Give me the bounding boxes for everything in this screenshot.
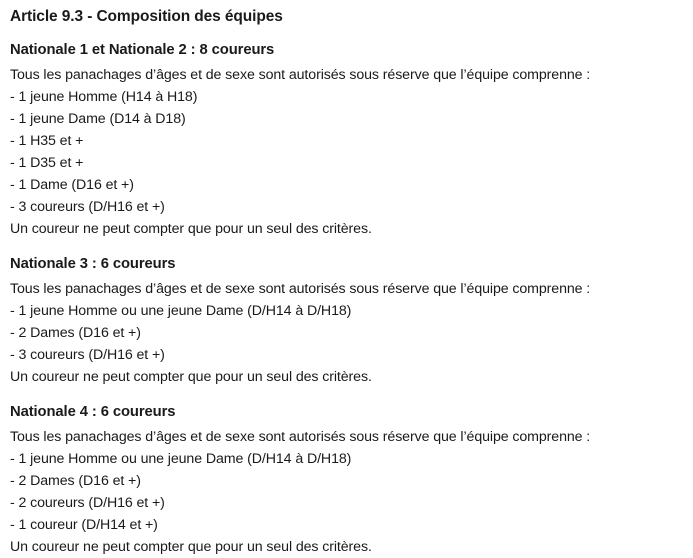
list-item: - 1 jeune Homme (H14 à H18) — [10, 89, 198, 105]
section-note: Un coureur ne peut compter que pour un seul des critères. — [10, 221, 372, 237]
list-item: - 1 H35 et + — [10, 133, 84, 149]
list-item: - 3 coureurs (D/H16 et +) — [10, 199, 165, 215]
list-item: - 1 jeune Homme ou une jeune Dame (D/H14 à D/H18) — [10, 303, 352, 319]
section-note: Un coureur ne peut compter que pour un seul des critères. — [10, 369, 372, 385]
section-heading: Nationale 3 : 6 coureurs — [10, 256, 176, 272]
list-item: - 1 Dame (D16 et +) — [10, 177, 134, 193]
list-item: - 2 coureurs (D/H16 et +) — [10, 495, 165, 511]
section-intro: Tous les panachages d’âges et de sexe sont autorisés sous réserve que l’équipe comprenne : — [10, 67, 591, 83]
section-intro: Tous les panachages d’âges et de sexe sont autorisés sous réserve que l’équipe comprenne : — [10, 429, 591, 445]
list-item: - 2 Dames (D16 et +) — [10, 473, 141, 489]
section-heading: Nationale 4 : 6 coureurs — [10, 404, 176, 420]
list-item: - 3 coureurs (D/H16 et +) — [10, 347, 165, 363]
list-item: - 1 jeune Homme ou une jeune Dame (D/H14 à D/H18) — [10, 451, 352, 467]
section-nationale-3 — [10, 255, 685, 388]
section-nationale-4 — [10, 403, 685, 558]
article-title: Article 9.3 - Composition des équipes — [10, 8, 283, 25]
list-item: - 1 jeune Dame (D14 à D18) — [10, 111, 186, 127]
section-heading: Nationale 1 et Nationale 2 : 8 coureurs — [10, 42, 275, 58]
section-nationale-1-2 — [10, 41, 685, 240]
section-note: Un coureur ne peut compter que pour un seul des critères. — [10, 539, 372, 555]
list-item: - 1 coureur (D/H14 et +) — [10, 517, 158, 533]
list-item: - 2 Dames (D16 et +) — [10, 325, 141, 341]
section-intro: Tous les panachages d’âges et de sexe sont autorisés sous réserve que l’équipe comprenne : — [10, 281, 591, 297]
list-item: - 1 D35 et + — [10, 155, 84, 171]
